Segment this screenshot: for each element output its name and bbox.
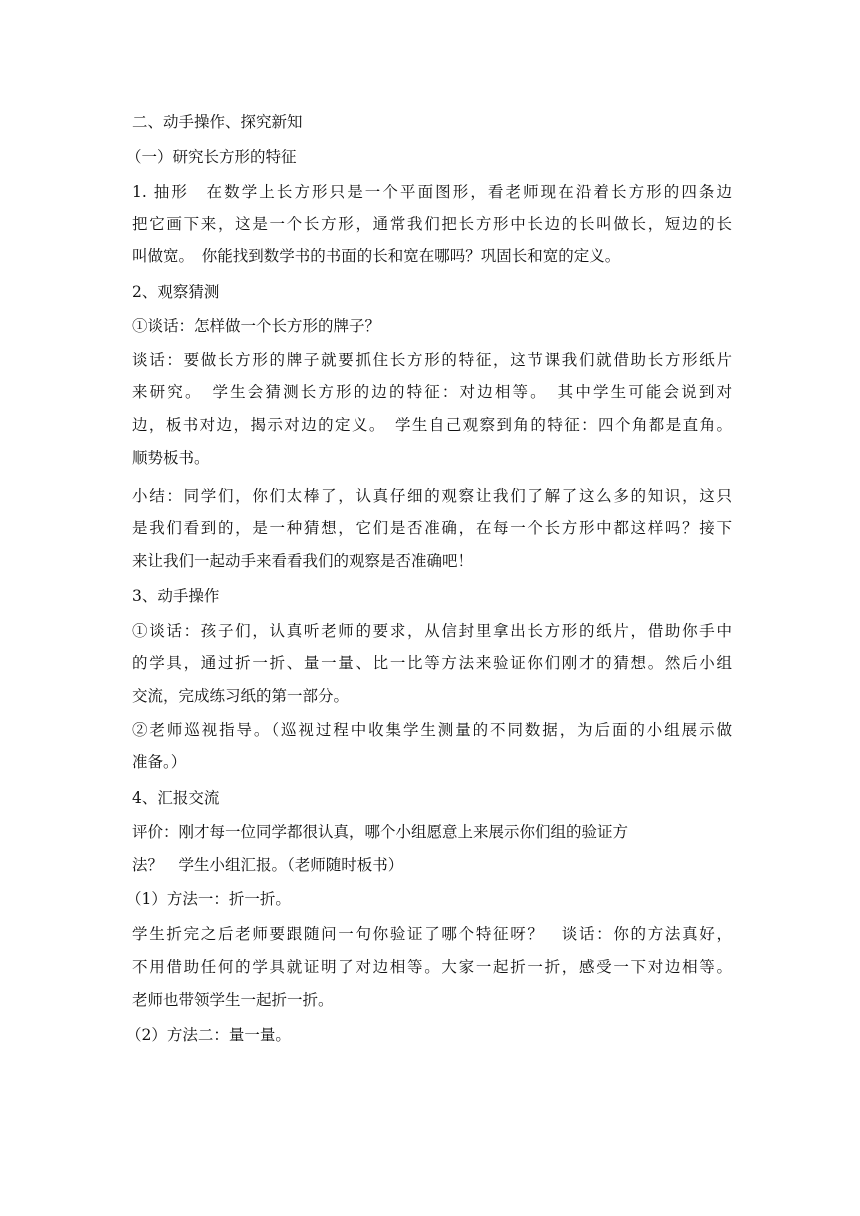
paragraph-line: 1. 抽形 在数学上长方形只是一个平面图形，看老师现在沿着长方形的四条边 xyxy=(132,183,732,201)
paragraph-line: 把它画下来，这是一个长方形，通常我们把长方形中长边的长叫做长，短边的长 xyxy=(132,215,732,233)
step-heading: 3、动手操作 xyxy=(132,587,220,605)
paragraph-line: 评价：刚才每一位同学都很认真，哪个小组愿意上来展示你们组的验证方 xyxy=(132,823,629,841)
paragraph-line: 叫做宽。 你能找到数学书的书面的长和宽在哪吗？巩固长和宽的定义。 xyxy=(132,247,621,265)
paragraph-line: 小结：同学们，你们太棒了，认真仔细的观察让我们了解了这么多的知识，这只 xyxy=(132,487,732,505)
paragraph-line: 来让我们一起动手来看看我们的观察是否准确吧！ xyxy=(132,552,474,570)
paragraph-line: 准备。） xyxy=(132,753,187,771)
paragraph-line: 谈话：要做长方形的牌子就要抓住长方形的特征，这节课我们就借助长方形纸片 xyxy=(132,351,732,369)
paragraph-line: ①谈话：孩子们，认真听老师的要求，从信封里拿出长方形的纸片，借助你手中 xyxy=(132,622,732,640)
paragraph-line: 是我们看到的，是一种猜想，它们是否准确，在每一个长方形中都这样吗？接下 xyxy=(132,519,732,537)
method-heading: （2）方法二：量一量。 xyxy=(126,1026,291,1044)
paragraph-line: ①谈话：怎样做一个长方形的牌子？ xyxy=(132,317,381,335)
method-heading: （1）方法一：折一折。 xyxy=(126,890,291,908)
paragraph-line: 边，板书对边，揭示对边的定义。 学生自己观察到角的特征：四个角都是直角。 xyxy=(132,416,732,434)
paragraph-line: 来研究。 学生会猜测长方形的边的特征：对边相等。 其中学生可能会说到对 xyxy=(132,383,732,401)
paragraph-line: 顺势板书。 xyxy=(132,449,210,467)
paragraph-line: 交流，完成练习纸的第一部分。 xyxy=(132,687,350,705)
paragraph-line: 法？ 学生小组汇报。（老师随时板书） xyxy=(132,856,404,874)
paragraph-line: 不用借助任何的学具就证明了对边相等。大家一起折一折，感受一下对边相等。 xyxy=(132,958,732,976)
paragraph-line: 老师也带领学生一起折一折。 xyxy=(132,991,334,1009)
paragraph-line: ②老师巡视指导。（巡视过程中收集学生测量的不同数据，为后面的小组展示做 xyxy=(132,721,732,739)
section-heading: 二、动手操作、探究新知 xyxy=(132,113,303,131)
paragraph-line: 学生折完之后老师要跟随问一句你验证了哪个特征呀？ 谈话：你的方法真好， xyxy=(132,925,732,943)
step-heading: 2、观察猜测 xyxy=(132,283,220,301)
subsection-heading: （一）研究长方形的特征 xyxy=(126,148,297,166)
step-heading: 4、汇报交流 xyxy=(132,789,220,807)
paragraph-line: 的学具，通过折一折、量一量、比一比等方法来验证你们刚才的猜想。然后小组 xyxy=(132,654,732,672)
